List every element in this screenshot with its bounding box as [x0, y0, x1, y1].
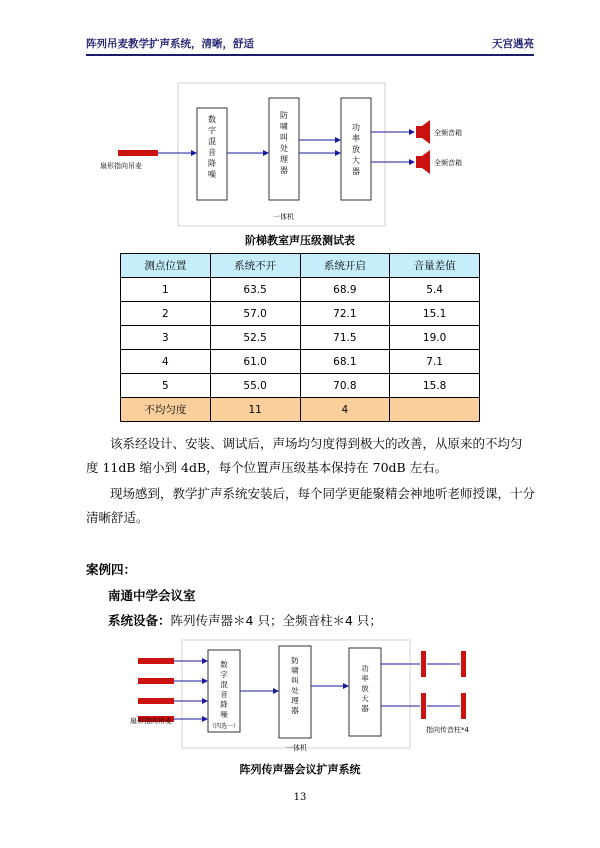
table-cell: 15.1	[390, 302, 480, 326]
diagram-caption: 阵列传声器会议扩声系统	[239, 763, 361, 776]
table-cell: 1	[121, 278, 211, 302]
block-label-char: 理	[280, 155, 288, 164]
table-row	[121, 326, 480, 350]
table-row	[121, 374, 480, 398]
table-header-row	[121, 254, 480, 278]
block-feedback-label	[279, 656, 311, 716]
block-label-char: 放	[352, 145, 360, 154]
table-row	[121, 278, 480, 302]
case-heading: 案例四：	[86, 562, 137, 577]
speaker-label-2: 全频音箱	[434, 159, 462, 167]
table-cell: 4	[121, 350, 211, 374]
block-label-char: 器	[352, 167, 360, 176]
diagram-1	[80, 80, 520, 230]
table-cell	[390, 398, 480, 422]
block-label-char: 理	[291, 696, 299, 705]
column-header: 音量差值	[390, 254, 480, 278]
block-label-char: 功	[361, 664, 369, 673]
block-label-char: 啸	[280, 122, 288, 131]
table-cell: 55.0	[210, 374, 300, 398]
mic-icon	[138, 678, 174, 684]
table-cell: 72.1	[300, 302, 390, 326]
block-label-char: 功	[352, 123, 360, 132]
column-header: 系统不开	[210, 254, 300, 278]
table-cell: 3	[121, 326, 211, 350]
block-mixer-label	[208, 660, 240, 720]
block-amplifier-label	[349, 664, 381, 714]
paragraph-2-line-2: 清晰舒适。	[86, 510, 149, 525]
block-label-char: 器	[280, 166, 288, 175]
block-label-char: 放	[361, 684, 369, 693]
table-cell: 68.1	[300, 350, 390, 374]
table-cell: 71.5	[300, 326, 390, 350]
table-cell: 不均匀度	[121, 398, 211, 422]
table-cell: 57.0	[210, 302, 300, 326]
page-number: 13	[293, 792, 307, 803]
block-label-char: 音	[220, 690, 228, 699]
block-label-char: 防	[280, 111, 288, 120]
table-cell: 11	[210, 398, 300, 422]
equipment-text: 阵列传声器＊4 只；全频音柱＊4 只；	[170, 613, 382, 628]
header-left: 阵列吊麦教学扩声系统，清晰，舒适	[86, 38, 254, 50]
table-cell: 2	[121, 302, 211, 326]
table-cell: 52.5	[210, 326, 300, 350]
block-label-char: 大	[352, 156, 360, 165]
unit-label-2: 一体机	[286, 744, 307, 752]
block-label-char: 大	[361, 694, 369, 703]
mic-label-2: 扇形指向吊麦	[130, 717, 172, 725]
block-label-char: 降	[220, 700, 228, 709]
table-cell: 63.5	[210, 278, 300, 302]
speaker-column-icon	[461, 651, 466, 677]
equipment-label: 系统设备：	[108, 613, 171, 628]
block-amplifier-label	[341, 122, 371, 177]
block-label-char: 字	[208, 126, 216, 135]
block-label-char: 噪	[220, 710, 228, 719]
mic-icon	[138, 658, 174, 664]
header-rule	[86, 54, 534, 56]
block-feedback-label	[269, 110, 299, 176]
speaker-icon	[416, 156, 422, 168]
speaker-column-icon	[421, 651, 426, 677]
block-label-char: 器	[361, 704, 369, 713]
table-caption: 阶梯教室声压级测试表	[245, 234, 355, 247]
block-label-char: 字	[220, 670, 228, 679]
mic-label: 扇形指向吊麦	[100, 162, 142, 170]
spl-test-table	[120, 253, 480, 422]
block-label-char: 啸	[291, 666, 299, 675]
block-label-char: 降	[208, 159, 216, 168]
block-label-char: 音	[208, 148, 216, 157]
column-header: 系统开启	[300, 254, 390, 278]
table-cell: 70.8	[300, 374, 390, 398]
block-label-char: 率	[361, 674, 369, 683]
speaker-column-icon	[461, 693, 466, 719]
speaker-column-icon	[421, 693, 426, 719]
speaker-label-1: 全频音箱	[434, 129, 462, 137]
unit-label: 一体机	[273, 213, 294, 221]
case-title: 南通中学会议室	[108, 588, 196, 603]
table-cell: 7.1	[390, 350, 480, 374]
block-label-char: 叫	[280, 133, 288, 142]
block-label-char: 混	[208, 137, 216, 146]
block-mixer-label	[197, 114, 227, 180]
table-cell: 4	[300, 398, 390, 422]
block-label-char: 混	[220, 680, 228, 689]
paragraph-1-line-1: 该系经设计、安装、调试后，声场均匀度得到极大的改善，从原来的不均匀	[110, 436, 523, 451]
paragraph-2-line-1: 现场感到，教学扩声系统安装后，每个同学更能聚精会神地听老师授课，十分	[110, 486, 536, 501]
block-label-char: 器	[291, 706, 299, 715]
block-label-char: 防	[291, 656, 299, 665]
mic-icon	[118, 150, 158, 156]
block-mixer-note: （四选一）	[208, 723, 239, 730]
table-cell: 5	[121, 374, 211, 398]
block-label-char: 处	[291, 686, 299, 695]
paragraph-1-line-2: 度 11dB 缩小到 4dB，每个位置声压级基本保持在 70dB 左右。	[86, 460, 448, 475]
block-label-char: 数	[220, 660, 228, 669]
mic-icon	[138, 698, 174, 704]
table-cell: 61.0	[210, 350, 300, 374]
table-row	[121, 350, 480, 374]
table-summary-row	[121, 398, 480, 422]
block-label-char: 数	[208, 115, 216, 124]
table-row	[121, 302, 480, 326]
column-header: 测点位置	[121, 254, 211, 278]
speaker-label: 指向传音柱*4	[426, 726, 469, 734]
table-cell: 19.0	[390, 326, 480, 350]
block-label-char: 率	[352, 134, 360, 143]
block-label-char: 噪	[208, 170, 216, 179]
table-cell: 5.4	[390, 278, 480, 302]
speaker-icon	[416, 126, 422, 138]
equipment-line	[108, 611, 382, 629]
table-cell: 68.9	[300, 278, 390, 302]
block-label-char: 叫	[291, 676, 299, 685]
block-label-char: 处	[280, 144, 288, 153]
table-cell: 15.8	[390, 374, 480, 398]
header-right: 天宫遇亮	[492, 38, 534, 50]
